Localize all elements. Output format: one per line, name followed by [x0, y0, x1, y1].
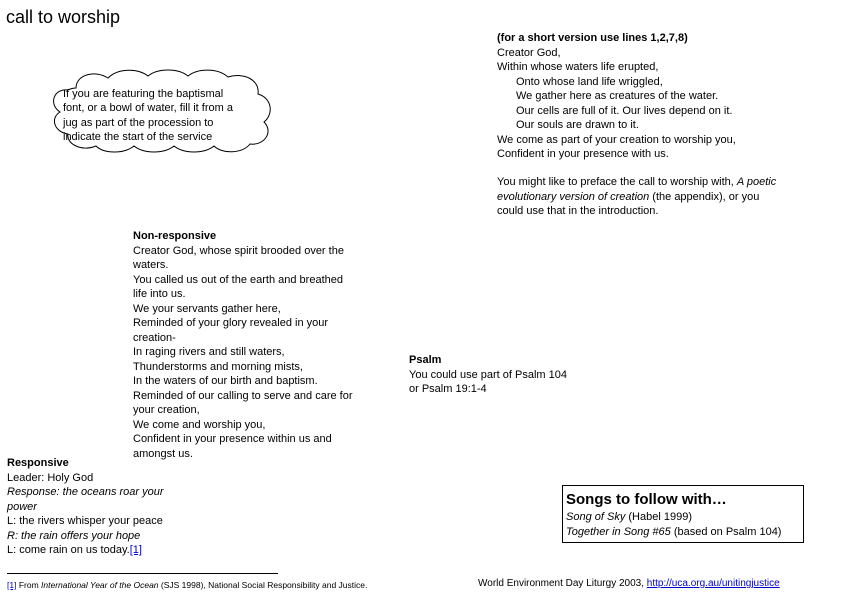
responsive-last-text: L: come rain on us today.: [7, 544, 130, 556]
non-responsive-lines: [133, 244, 373, 462]
short-version-lines: [497, 46, 736, 162]
non-responsive-line: Thunderstorms and morning mists,: [133, 360, 303, 373]
cloud-note-line: jug as part of the procession to: [63, 116, 214, 129]
footnote-post: (SJS 1998), National Social Responsibility and Justice.: [158, 580, 368, 590]
short-version-line: Creator God,: [497, 46, 561, 59]
short-version-line: Onto whose land life wriggled,: [516, 75, 663, 88]
non-responsive-line: Reminded of your glory revealed in your: [133, 317, 329, 329]
credit-link[interactable]: http://uca.org.au/unitingjustice: [646, 578, 780, 589]
preface-text-1: You might like to preface the call to worship with,: [497, 176, 737, 188]
footnote-italic: International Year of the Ocean: [41, 580, 159, 590]
short-version-block: [497, 31, 736, 162]
non-responsive-line: In the waters of our birth and baptism.: [133, 375, 318, 387]
preface-note: [497, 175, 776, 219]
footnote-pre: From: [16, 580, 42, 590]
non-responsive-line: We come and worship you,: [133, 418, 266, 431]
non-responsive-line: We your servants gather here,: [133, 302, 281, 315]
cloud-note: [63, 87, 233, 145]
responsive-block: [7, 456, 164, 558]
credit-line: [478, 578, 780, 590]
responsive-response-1: Response: the oceans roar your: [7, 486, 164, 498]
non-responsive-line: Reminded of our calling to serve and care for: [133, 389, 353, 402]
short-version-line: Our souls are drawn to it.: [516, 119, 639, 131]
preface-line-2: [497, 190, 776, 205]
psalm-heading: Psalm: [409, 354, 442, 366]
footnote-ref-link[interactable]: [1]: [129, 544, 142, 556]
song-1-detail: (Habel 1999): [625, 511, 692, 523]
page-title: call to worship: [6, 7, 121, 27]
responsive-leader-line-1: L: the rivers whisper your peace: [7, 515, 163, 527]
short-version-line: Confident in your presence with us.: [497, 148, 669, 160]
preface-italic-1: A poetic: [736, 176, 777, 188]
cloud-note-line: indicate the start of the service: [63, 131, 213, 144]
cloud-note-line: font, or a bowl of water, fill it from a: [63, 102, 233, 115]
non-responsive-line: Creator God, whose spirit brooded over the: [133, 244, 344, 257]
song-2-detail: (based on Psalm 104): [670, 525, 782, 538]
non-responsive-block: [133, 229, 373, 461]
psalm-line-1: You could use part of Psalm 104: [409, 368, 567, 381]
credit-text: World Environment Day Liturgy 2003,: [478, 578, 647, 589]
preface-italic-2: evolutionary version of creation: [497, 190, 650, 203]
footnote-divider: [7, 573, 278, 574]
preface-line-3: could use that in the introduction.: [497, 205, 659, 217]
short-version-line: Within whose waters life erupted,: [497, 61, 659, 73]
non-responsive-line: Confident in your presence within us and: [133, 433, 332, 445]
non-responsive-line: You called us out of the earth and breathed: [133, 273, 343, 286]
cloud-note-line: If you are featuring the baptismal: [63, 88, 224, 100]
preface-text-2: (the appendix), or you: [649, 190, 760, 203]
songs-block: [566, 490, 781, 539]
short-version-heading: (for a short version use lines 1,2,7,8): [497, 32, 688, 44]
short-version-line: Our cells are full of it. Our lives depend on it.: [516, 104, 733, 117]
non-responsive-line: waters.: [133, 259, 169, 271]
non-responsive-line: amongst us.: [133, 447, 193, 460]
song-2-title: Together in Song #65: [566, 525, 671, 538]
non-responsive-heading: Non-responsive: [133, 230, 217, 242]
non-responsive-line: In raging rivers and still waters,: [133, 346, 285, 358]
responsive-leader: Leader: Holy God: [7, 471, 94, 484]
songs-heading: Songs to follow with…: [566, 491, 727, 508]
footnote: [7, 580, 367, 591]
song-2: [566, 525, 781, 540]
responsive-response-2: power: [7, 500, 37, 513]
song-1: [566, 510, 781, 525]
responsive-heading: Responsive: [7, 457, 69, 469]
psalm-line-2: or Psalm 19:1-4: [409, 383, 487, 395]
non-responsive-line: life into us.: [133, 288, 186, 300]
preface-line-1: [497, 175, 776, 190]
responsive-leader-line-2: [7, 543, 164, 558]
short-version-line: We come as part of your creation to worship you,: [497, 133, 736, 146]
responsive-response-line-1: R: the rain offers your hope: [7, 529, 141, 542]
footnote-anchor-link[interactable]: [1]: [7, 580, 17, 590]
psalm-block: [409, 353, 567, 397]
short-version-line: We gather here as creatures of the water.: [516, 90, 719, 102]
song-1-title: Song of Sky: [566, 511, 626, 523]
non-responsive-line: creation-: [133, 331, 176, 344]
non-responsive-line: your creation,: [133, 404, 200, 416]
